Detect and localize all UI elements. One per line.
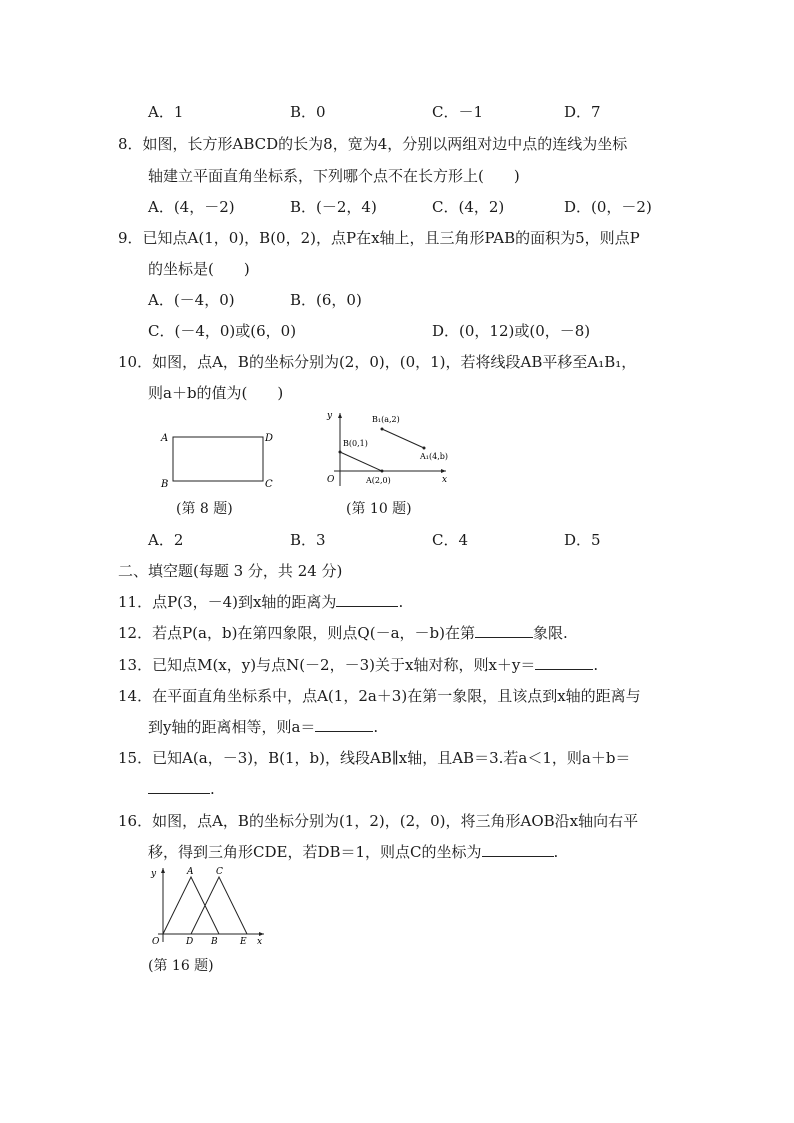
q9-option-b: B．(6，0) — [290, 291, 362, 309]
q10-label-o: O — [327, 475, 335, 485]
q8-figure — [158, 425, 278, 491]
section-title: 二、填空题(每题 3 分，共 24 分) — [118, 562, 343, 580]
q10-point-b1 — [381, 428, 384, 431]
q16-label-o: O — [152, 937, 160, 947]
q16-label-d: D — [186, 937, 194, 947]
q13-text: 13．已知点M(x，y)与点N(－2，－3)关于x轴对称，则x＋y＝ — [118, 656, 536, 674]
q10-label-y: y — [327, 411, 333, 421]
q8-option-d: D．(0，－2) — [564, 198, 652, 216]
q15-answer-blank[interactable] — [148, 779, 210, 794]
q16-label-c: C — [216, 867, 223, 877]
q10-stem-line1: 10．如图，点A，B的坐标分别为(2，0)，(0，1)，若将线段AB平移至A₁B₁， — [118, 353, 637, 371]
q10-option-d: D．5 — [564, 531, 601, 549]
q8-label-c: C — [265, 479, 273, 490]
q8-label-d: D — [265, 433, 274, 444]
q10-stem-line2: 则a＋b的值为( ) — [148, 384, 284, 402]
q8-figure-caption: (第 8 题) — [176, 501, 233, 517]
q14 — [148, 717, 378, 737]
q16-text: 移，得到三角形CDE，若DB＝1，则点C的坐标为 — [148, 843, 482, 861]
q8-label-b: B — [161, 479, 169, 490]
q10-option-a: A．2 — [148, 531, 184, 549]
q16-end: . — [553, 843, 559, 861]
q15-stem-line1: 15．已知A(a，－3)，B(1，b)，线段AB∥x轴，且AB＝3.若a＜1，则a＋b＝ — [118, 749, 631, 767]
q13 — [118, 655, 598, 675]
q14-stem-line1: 14．在平面直角坐标系中，点A(1，2a＋3)在第一象限，且该点到x轴的距离与 — [118, 687, 641, 705]
q10-point-a — [381, 470, 384, 473]
q16-label-e: E — [240, 937, 247, 947]
q10-label-x: x — [442, 475, 448, 485]
q10-segment-a1b1 — [382, 429, 424, 448]
q7-option-b: B．0 — [290, 103, 326, 121]
q10-option-b: B．3 — [290, 531, 326, 549]
q10-point-a1 — [423, 447, 426, 450]
q10-segment-ab — [340, 452, 382, 471]
q16-triangle-cde — [191, 877, 247, 934]
q12-end: 象限. — [532, 624, 568, 642]
q10-figure-caption: (第 10 题) — [346, 501, 412, 517]
q11 — [118, 592, 403, 612]
q11-text: 11．点P(3，－4)到x轴的距离为 — [118, 593, 337, 611]
q11-end: . — [398, 593, 404, 611]
q16 — [148, 842, 558, 862]
q16-x-arrow — [259, 932, 264, 936]
q16-label-a: A — [187, 867, 194, 877]
q16-y-arrow — [161, 868, 165, 873]
q14-text: 到y轴的距离相等，则a＝ — [148, 718, 316, 736]
q7-option-c: C．－1 — [432, 103, 484, 121]
q10-x-arrow — [441, 469, 446, 473]
q7-option-d: D．7 — [564, 103, 601, 121]
q12 — [118, 623, 568, 643]
q11-answer-blank[interactable] — [336, 592, 398, 607]
q8-rectangle — [173, 437, 263, 481]
q10-point-b — [339, 451, 342, 454]
q16-stem-line1: 16．如图，点A，B的坐标分别为(1，2)，(2，0)，将三角形AOB沿x轴向右平 — [118, 812, 639, 830]
q8-stem-line1: 8．如图，长方形ABCD的长为8，宽为4，分别以两组对边中点的连线为坐标 — [118, 135, 628, 153]
q16-answer-blank[interactable] — [482, 842, 554, 857]
q14-answer-blank[interactable] — [315, 717, 373, 732]
q10-figure — [322, 408, 452, 490]
q8-option-c: C．(4，2) — [432, 198, 505, 216]
q8-stem-line2: 轴建立平面直角坐标系，下列哪个点不在长方形上( ) — [148, 167, 520, 185]
q14-end: . — [373, 718, 379, 736]
q10-label-b1: B₁(a,2) — [372, 415, 400, 424]
q8-option-b: B．(－2，4) — [290, 198, 377, 216]
q15-end: . — [210, 780, 215, 798]
q16-label-y: y — [151, 869, 157, 879]
q10-label-a: A(2,0) — [366, 476, 391, 485]
q16-triangle-aob — [163, 877, 219, 934]
q10-label-a1: A₁(4,b) — [420, 452, 448, 461]
q12-text: 12．若点P(a，b)在第四象限，则点Q(－a，－b)在第 — [118, 624, 475, 642]
q10-label-b: B(0,1) — [343, 439, 368, 448]
q12-answer-blank[interactable] — [475, 623, 533, 638]
q16-label-x: x — [257, 937, 263, 947]
q8-label-a: A — [161, 433, 169, 444]
q10-y-arrow — [338, 413, 342, 418]
q13-answer-blank[interactable] — [535, 655, 593, 670]
q9-stem-line1: 9．已知点A(1，0)，B(0，2)，点P在x轴上，且三角形PAB的面积为5，则点P — [118, 229, 640, 247]
q9-option-c: C．(－4，0)或(6，0) — [148, 322, 297, 340]
q16-label-b: B — [211, 937, 218, 947]
q15 — [148, 779, 215, 799]
q7-option-a: A．1 — [148, 103, 184, 121]
q8-option-a: A．(4，－2) — [148, 198, 235, 216]
q9-stem-line2: 的坐标是( ) — [148, 260, 250, 278]
q13-end: . — [593, 656, 599, 674]
q9-option-a: A．(－4，0) — [148, 291, 235, 309]
q9-option-d: D．(0，12)或(0，－8) — [432, 322, 591, 340]
q10-option-c: C．4 — [432, 531, 469, 549]
q16-figure — [146, 864, 270, 948]
q16-figure-caption: (第 16 题) — [148, 958, 214, 974]
